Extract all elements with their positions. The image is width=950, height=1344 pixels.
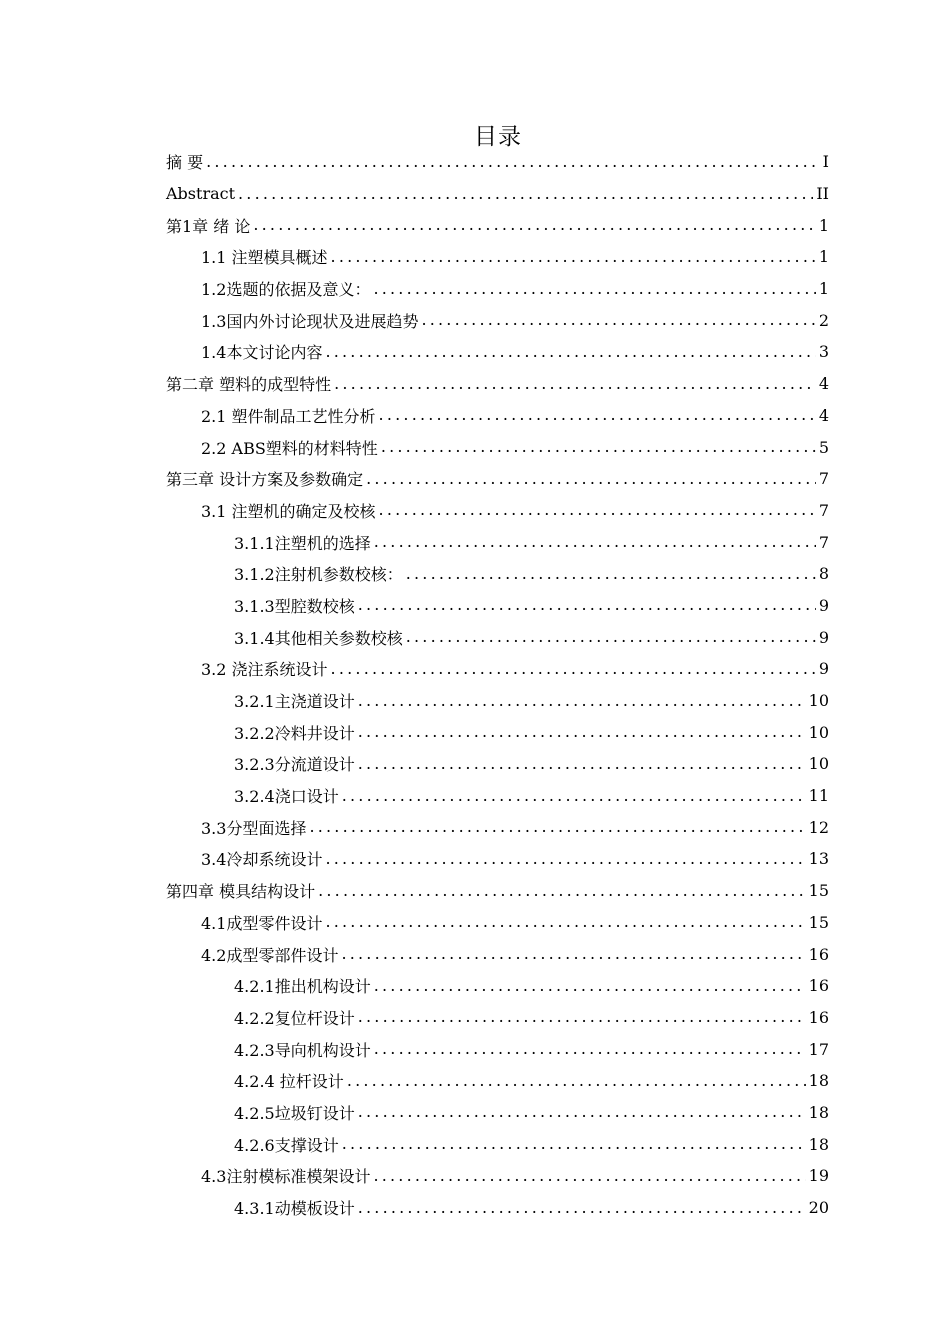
toc-entry[interactable] [0, 178, 950, 210]
toc-dot-leader [341, 945, 805, 963]
toc-entry-label: 4.2.2复位杆设计 [234, 1008, 355, 1028]
toc-entry[interactable] [0, 780, 950, 812]
toc-entry-label: 3.2.4浇口设计 [234, 787, 339, 807]
toc-entry-label: 1.2选题的依据及意义： [201, 280, 371, 300]
toc-entry-label: 3.2.1主浇道设计 [234, 692, 355, 712]
toc-entry[interactable] [0, 400, 950, 432]
toc-dot-leader [406, 565, 816, 583]
toc-entry-label: 4.2.4 拉杆设计 [234, 1072, 344, 1092]
toc-entry-page-number: 16 [808, 1007, 829, 1027]
toc-dot-leader [379, 501, 816, 519]
toc-dot-leader [358, 692, 806, 710]
toc-entry-page-number: 9 [818, 659, 829, 679]
toc-entry-label: 3.2.3分流道设计 [234, 755, 355, 775]
toc-entry-label: 3.1 注塑机的确定及校核 [201, 501, 376, 521]
toc-dot-leader [374, 533, 816, 551]
toc-dot-leader [325, 343, 815, 361]
toc-entry[interactable] [0, 1192, 950, 1224]
toc-dot-leader [309, 818, 805, 836]
toc-entry[interactable] [0, 1160, 950, 1192]
toc-entry-label: 2.1 塑件制品工艺性分析 [201, 406, 376, 426]
toc-entry-label: 3.3分型面选择 [201, 818, 307, 838]
toc-entry[interactable] [0, 558, 950, 590]
toc-entry[interactable] [0, 621, 950, 653]
toc-entry[interactable] [0, 431, 950, 463]
toc-entry[interactable] [0, 1065, 950, 1097]
toc-entry-page-number: 11 [808, 786, 829, 806]
toc-entry[interactable] [0, 590, 950, 622]
toc-entry-page-number: 7 [818, 500, 829, 520]
toc-dot-leader [325, 850, 805, 868]
toc-entry-label: 3.1.3型腔数校核 [234, 596, 355, 616]
toc-entry-page-number: 9 [818, 627, 829, 647]
toc-entry-label: 第四章 模具结构设计 [166, 882, 316, 902]
toc-dot-leader [358, 596, 816, 614]
toc-dot-leader [342, 1135, 806, 1153]
toc-dot-leader [331, 660, 816, 678]
toc-entry-page-number: 15 [808, 881, 829, 901]
toc-entry-label: 第1章 绪 论 [166, 216, 251, 236]
toc-entry-label: 1.1 注塑模具概述 [201, 248, 328, 268]
toc-dot-leader [381, 438, 816, 456]
toc-dot-leader [406, 628, 816, 646]
toc-dot-leader [358, 1199, 806, 1217]
toc-dot-leader [358, 723, 806, 741]
toc-entry[interactable] [0, 843, 950, 875]
toc-entry-label: 4.2成型零部件设计 [201, 945, 339, 965]
toc-entry[interactable] [0, 1128, 950, 1160]
toc-entry-label: 第三章 设计方案及参数确定 [166, 470, 364, 490]
toc-dot-leader [358, 755, 806, 773]
toc-entry-label: 4.2.5垃圾钉设计 [234, 1103, 355, 1123]
toc-entry-page-number: I [822, 152, 829, 172]
toc-entry[interactable] [0, 304, 950, 336]
toc-entry-label: 3.4冷却系统设计 [201, 850, 323, 870]
toc-dot-leader [374, 1040, 806, 1058]
toc-entry-label: 1.4本文讨论内容 [201, 343, 323, 363]
toc-entry-page-number: 10 [808, 754, 829, 774]
toc-dot-leader [373, 280, 815, 298]
toc-entry-label: 4.3.1动模板设计 [234, 1199, 355, 1219]
toc-entry-page-number: 20 [808, 1198, 829, 1218]
toc-entry[interactable] [0, 685, 950, 717]
toc-entry-page-number: 10 [808, 691, 829, 711]
toc-entry-page-number: 4 [818, 374, 829, 394]
toc-entry-page-number: 9 [818, 595, 829, 615]
toc-dot-leader [374, 977, 806, 995]
toc-entry[interactable] [0, 146, 950, 178]
toc-dot-leader [238, 185, 813, 203]
toc-entry-label: 4.2.6支撑设计 [234, 1135, 339, 1155]
toc-entry-label: 摘 要 [166, 153, 204, 173]
toc-dot-leader [342, 787, 806, 805]
toc-entry-page-number: 2 [818, 310, 829, 330]
toc-dot-leader [331, 248, 816, 266]
toc-entry-page-number: 18 [808, 1102, 829, 1122]
toc-entry[interactable] [0, 653, 950, 685]
toc-entry-label: 4.1成型零件设计 [201, 913, 323, 933]
toc-entry[interactable] [0, 875, 950, 907]
toc-dot-leader [379, 406, 816, 424]
toc-entry[interactable] [0, 495, 950, 527]
toc-dot-leader [358, 1008, 806, 1026]
toc-entry-page-number: 7 [818, 532, 829, 552]
toc-entry-label: 2.2 ABS塑料的材料特性 [201, 438, 378, 458]
toc-entry-page-number: 7 [818, 469, 829, 489]
toc-entry[interactable] [0, 938, 950, 970]
toc-entry-label: 3.2.2冷料井设计 [234, 723, 355, 743]
toc-entry[interactable] [0, 336, 950, 368]
toc-entry[interactable] [0, 209, 950, 241]
toc-entry[interactable] [0, 716, 950, 748]
toc-entry-page-number: 1 [818, 279, 829, 299]
toc-entry-label: 3.2 浇注系统设计 [201, 660, 328, 680]
toc-entry[interactable] [0, 1002, 950, 1034]
toc-dot-leader [334, 375, 816, 393]
toc-entry-label: 3.1.1注塑机的选择 [234, 533, 371, 553]
toc-entry[interactable] [0, 811, 950, 843]
toc-dot-leader [366, 470, 816, 488]
toc-entry-label: 4.2.1推出机构设计 [234, 977, 371, 997]
toc-entry-page-number: 13 [808, 849, 829, 869]
toc-entry[interactable] [0, 748, 950, 780]
toc-title: 目录 [474, 124, 522, 150]
toc-entry-label: 4.3注射模标准模架设计 [201, 1167, 371, 1187]
toc-entry-page-number: 18 [808, 1134, 829, 1154]
toc-entry[interactable] [0, 368, 950, 400]
toc-dot-leader [347, 1072, 806, 1090]
toc-entry-label: 3.1.4其他相关参数校核 [234, 628, 403, 648]
toc-entry-page-number: 3 [818, 342, 829, 362]
toc-dot-leader [421, 311, 815, 329]
toc-entry-page-number: 18 [808, 1071, 829, 1091]
toc-dot-leader [318, 882, 806, 900]
toc-entry[interactable] [0, 907, 950, 939]
toc-entry-page-number: 1 [818, 247, 829, 267]
toc-dot-leader [325, 913, 805, 931]
toc-entry-page-number: 4 [818, 405, 829, 425]
toc-entry-label: 1.3国内外讨论现状及进展趋势 [201, 311, 419, 331]
toc-entry-label: Abstract [166, 184, 236, 204]
toc-entry-label: 3.1.2注射机参数校核： [234, 565, 403, 585]
toc-entry-page-number: 5 [818, 437, 829, 457]
toc-entry[interactable] [0, 526, 950, 558]
toc-dot-leader [206, 153, 820, 171]
toc-entry-page-number: 15 [808, 912, 829, 932]
toc-entry[interactable] [0, 241, 950, 273]
toc-entry-label: 4.2.3导向机构设计 [234, 1040, 371, 1060]
toc-entry-page-number: 1 [818, 215, 829, 235]
toc-dot-leader [253, 216, 815, 234]
toc-entry-page-number: 16 [808, 976, 829, 996]
toc-entry-page-number: 10 [808, 722, 829, 742]
toc-entry[interactable] [0, 1033, 950, 1065]
toc-dot-leader [358, 1103, 806, 1121]
toc-entry-label: 第二章 塑料的成型特性 [166, 375, 332, 395]
toc-entry-page-number: II [816, 184, 829, 204]
toc-entry[interactable] [0, 463, 950, 495]
toc-entry[interactable] [0, 970, 950, 1002]
toc-list [0, 146, 950, 1223]
toc-entry-page-number: 12 [808, 817, 829, 837]
toc-entry-page-number: 8 [818, 564, 829, 584]
toc-entry-page-number: 19 [808, 1166, 829, 1186]
toc-entry-page-number: 16 [808, 944, 829, 964]
toc-entry[interactable] [0, 1097, 950, 1129]
toc-dot-leader [373, 1167, 805, 1185]
toc-entry-page-number: 17 [808, 1039, 829, 1059]
toc-entry[interactable] [0, 273, 950, 305]
